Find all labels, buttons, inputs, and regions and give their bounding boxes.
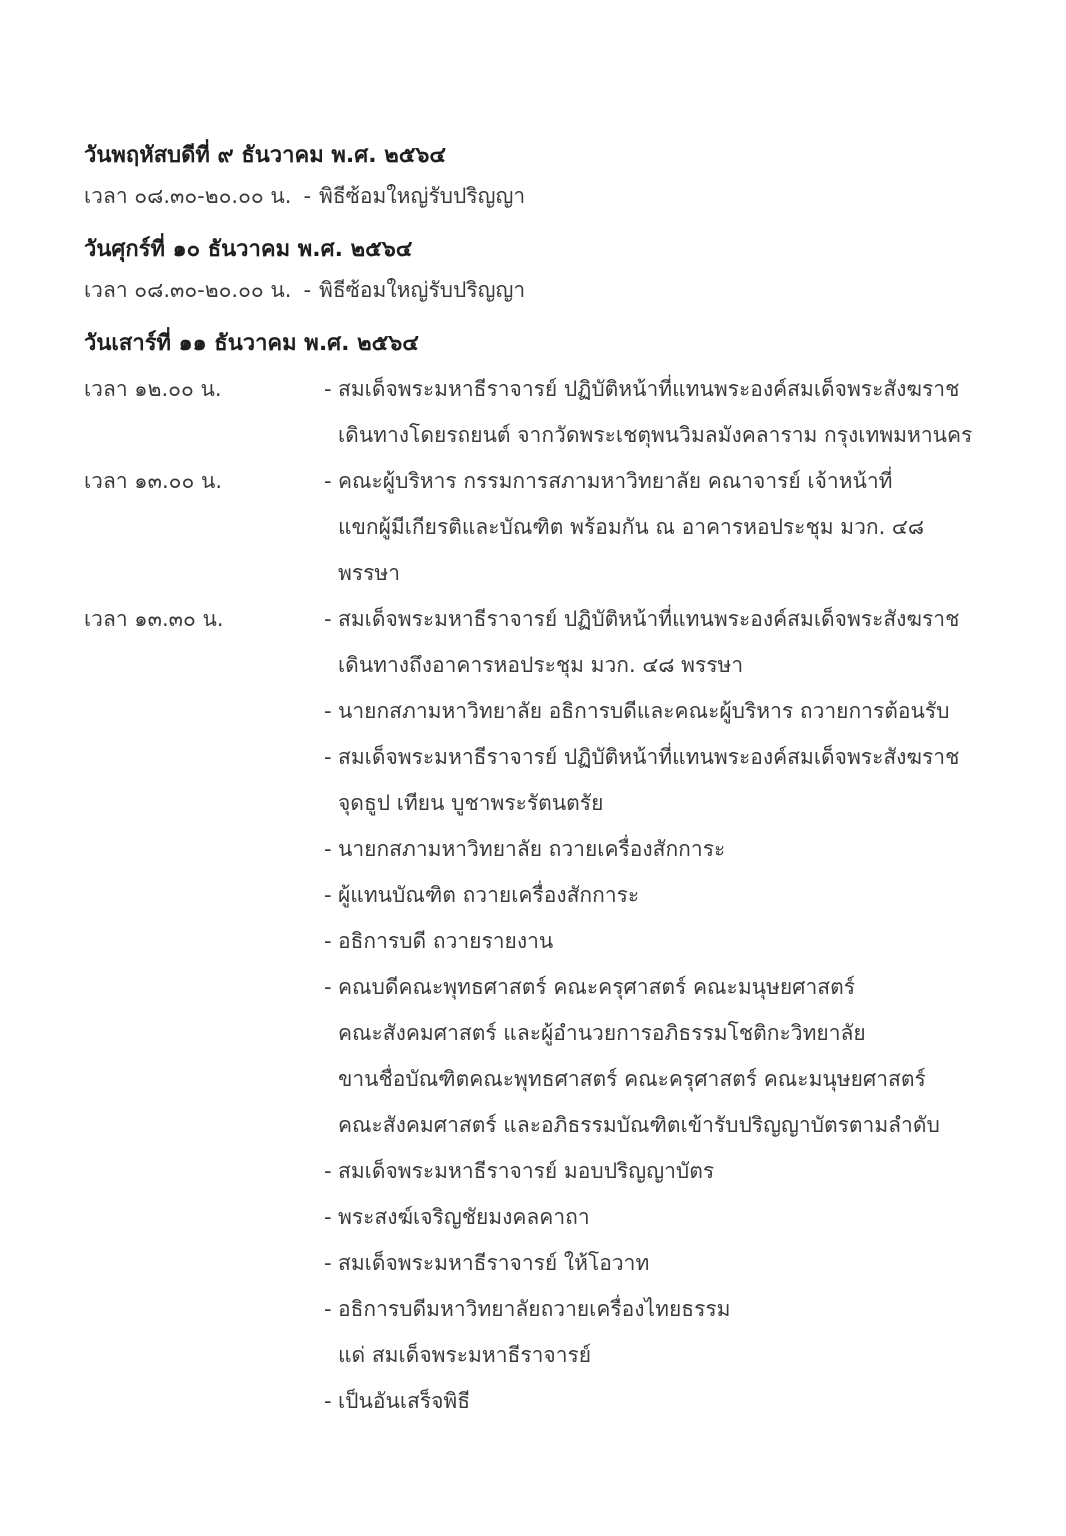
dash-bullet: -	[324, 837, 332, 861]
activity-line: เดินทางถึงอาคารหอประชุม มวก. ๔๘ พรรษา	[338, 653, 744, 677]
schedule-row	[84, 270, 1014, 310]
activity-line: แด่ สมเด็จพระมหาธีราจารย์	[338, 1343, 592, 1367]
dash-bullet: -	[324, 975, 332, 999]
time-label: เวลา ๑๒.๐๐ น.	[84, 377, 222, 401]
dash-bullet: -	[324, 883, 332, 907]
activity-line: เดินทางโดยรถยนต์ จากวัดพระเชตุพนวิมลมังคลาราม กรุงเทพมหานคร	[338, 423, 973, 447]
schedule-row	[84, 176, 1014, 216]
activity-line: นายกสภามหาวิทยาลัย ถวายเครื่องสักการะ	[338, 837, 726, 861]
dash-bullet: -	[324, 1205, 332, 1229]
dash-bullet: -	[324, 1389, 332, 1413]
dash-bullet: -	[324, 745, 332, 769]
time-label: เวลา ๑๓.๐๐ น.	[84, 469, 223, 493]
activity-line: พระสงฆ์เจริญชัยมงคลคาถา	[338, 1205, 590, 1229]
dash-bullet: -	[324, 469, 332, 493]
saturday-schedule	[84, 366, 1014, 1424]
activity-line: ผู้แทนบัณฑิต ถวายเครื่องสักการะ	[338, 883, 640, 907]
dash-bullet: -	[324, 1159, 332, 1183]
activity-line: สมเด็จพระมหาธีราจารย์ มอบปริญญาบัตร	[338, 1159, 715, 1183]
time-label: เวลา ๐๘.๓๐-๒๐.๐๐ น.	[84, 278, 292, 302]
activity-line: จุดธูป เทียน บูชาพระรัตนตรัย	[338, 791, 604, 815]
activity-line: นายกสภามหาวิทยาลัย อธิการบดีและคณะผู้บริหาร ถวายการต้อนรับ	[338, 699, 950, 723]
dash-bullet: -	[324, 607, 332, 631]
day-heading-friday: วันศุกร์ที่ ๑๐ ธันวาคม พ.ศ. ๒๕๖๔	[84, 237, 413, 262]
dash-bullet: -	[303, 278, 312, 302]
activity-line: แขกผู้มีเกียรติและบัณฑิต พร้อมกัน ณ อาคารหอประชุม มวก. ๔๘	[338, 515, 925, 539]
activity-line: สมเด็จพระมหาธีราจารย์ ปฏิบัติหน้าที่แทนพระองค์สมเด็จพระสังฆราช	[338, 607, 960, 631]
activity-line: คณบดีคณะพุทธศาสตร์ คณะครุศาสตร์ คณะมนุษยศาสตร์	[338, 975, 856, 999]
activity-line: คณะผู้บริหาร กรรมการสภามหาวิทยาลัย คณาจารย์ เจ้าหน้าที่	[338, 469, 893, 493]
dash-bullet: -	[324, 1251, 332, 1275]
schedule-document	[84, 136, 1014, 1424]
time-label: เวลา ๑๓.๓๐ น.	[84, 607, 224, 631]
time-label: เวลา ๐๘.๓๐-๒๐.๐๐ น.	[84, 184, 292, 208]
activity-text: พิธีซ้อมใหญ่รับปริญญา	[319, 184, 526, 208]
activity-line: คณะสังคมศาสตร์ และผู้อำนวยการอภิธรรมโชติกะวิทยาลัย	[338, 1021, 866, 1045]
activity-text: พิธีซ้อมใหญ่รับปริญญา	[319, 278, 526, 302]
dash-bullet: -	[324, 377, 332, 401]
day-heading-saturday: วันเสาร์ที่ ๑๑ ธันวาคม พ.ศ. ๒๕๖๔	[84, 331, 419, 356]
dash-bullet: -	[324, 699, 332, 723]
activity-line: เป็นอันเสร็จพิธี	[338, 1389, 471, 1413]
activity-line: พรรษา	[338, 561, 401, 585]
activity-line: ขานชื่อบัณฑิตคณะพุทธศาสตร์ คณะครุศาสตร์ คณะมนุษยศาสตร์	[338, 1067, 926, 1091]
day-heading-thursday: วันพฤหัสบดีที่ ๙ ธันวาคม พ.ศ. ๒๕๖๔	[84, 143, 446, 168]
dash-bullet: -	[324, 1297, 332, 1321]
activity-line: สมเด็จพระมหาธีราจารย์ ปฏิบัติหน้าที่แทนพระองค์สมเด็จพระสังฆราช	[338, 745, 960, 769]
activity-line: คณะสังคมศาสตร์ และอภิธรรมบัณฑิตเข้ารับปริญญาบัตรตามลำดับ	[338, 1113, 940, 1137]
activity-line: สมเด็จพระมหาธีราจารย์ ปฏิบัติหน้าที่แทนพระองค์สมเด็จพระสังฆราช	[338, 377, 960, 401]
activity-line: สมเด็จพระมหาธีราจารย์ ให้โอวาท	[338, 1251, 650, 1275]
dash-bullet: -	[324, 929, 332, 953]
dash-bullet: -	[303, 184, 312, 208]
activity-line: อธิการบดีมหาวิทยาลัยถวายเครื่องไทยธรรม	[338, 1297, 731, 1321]
activity-line: อธิการบดี ถวายรายงาน	[338, 929, 554, 953]
